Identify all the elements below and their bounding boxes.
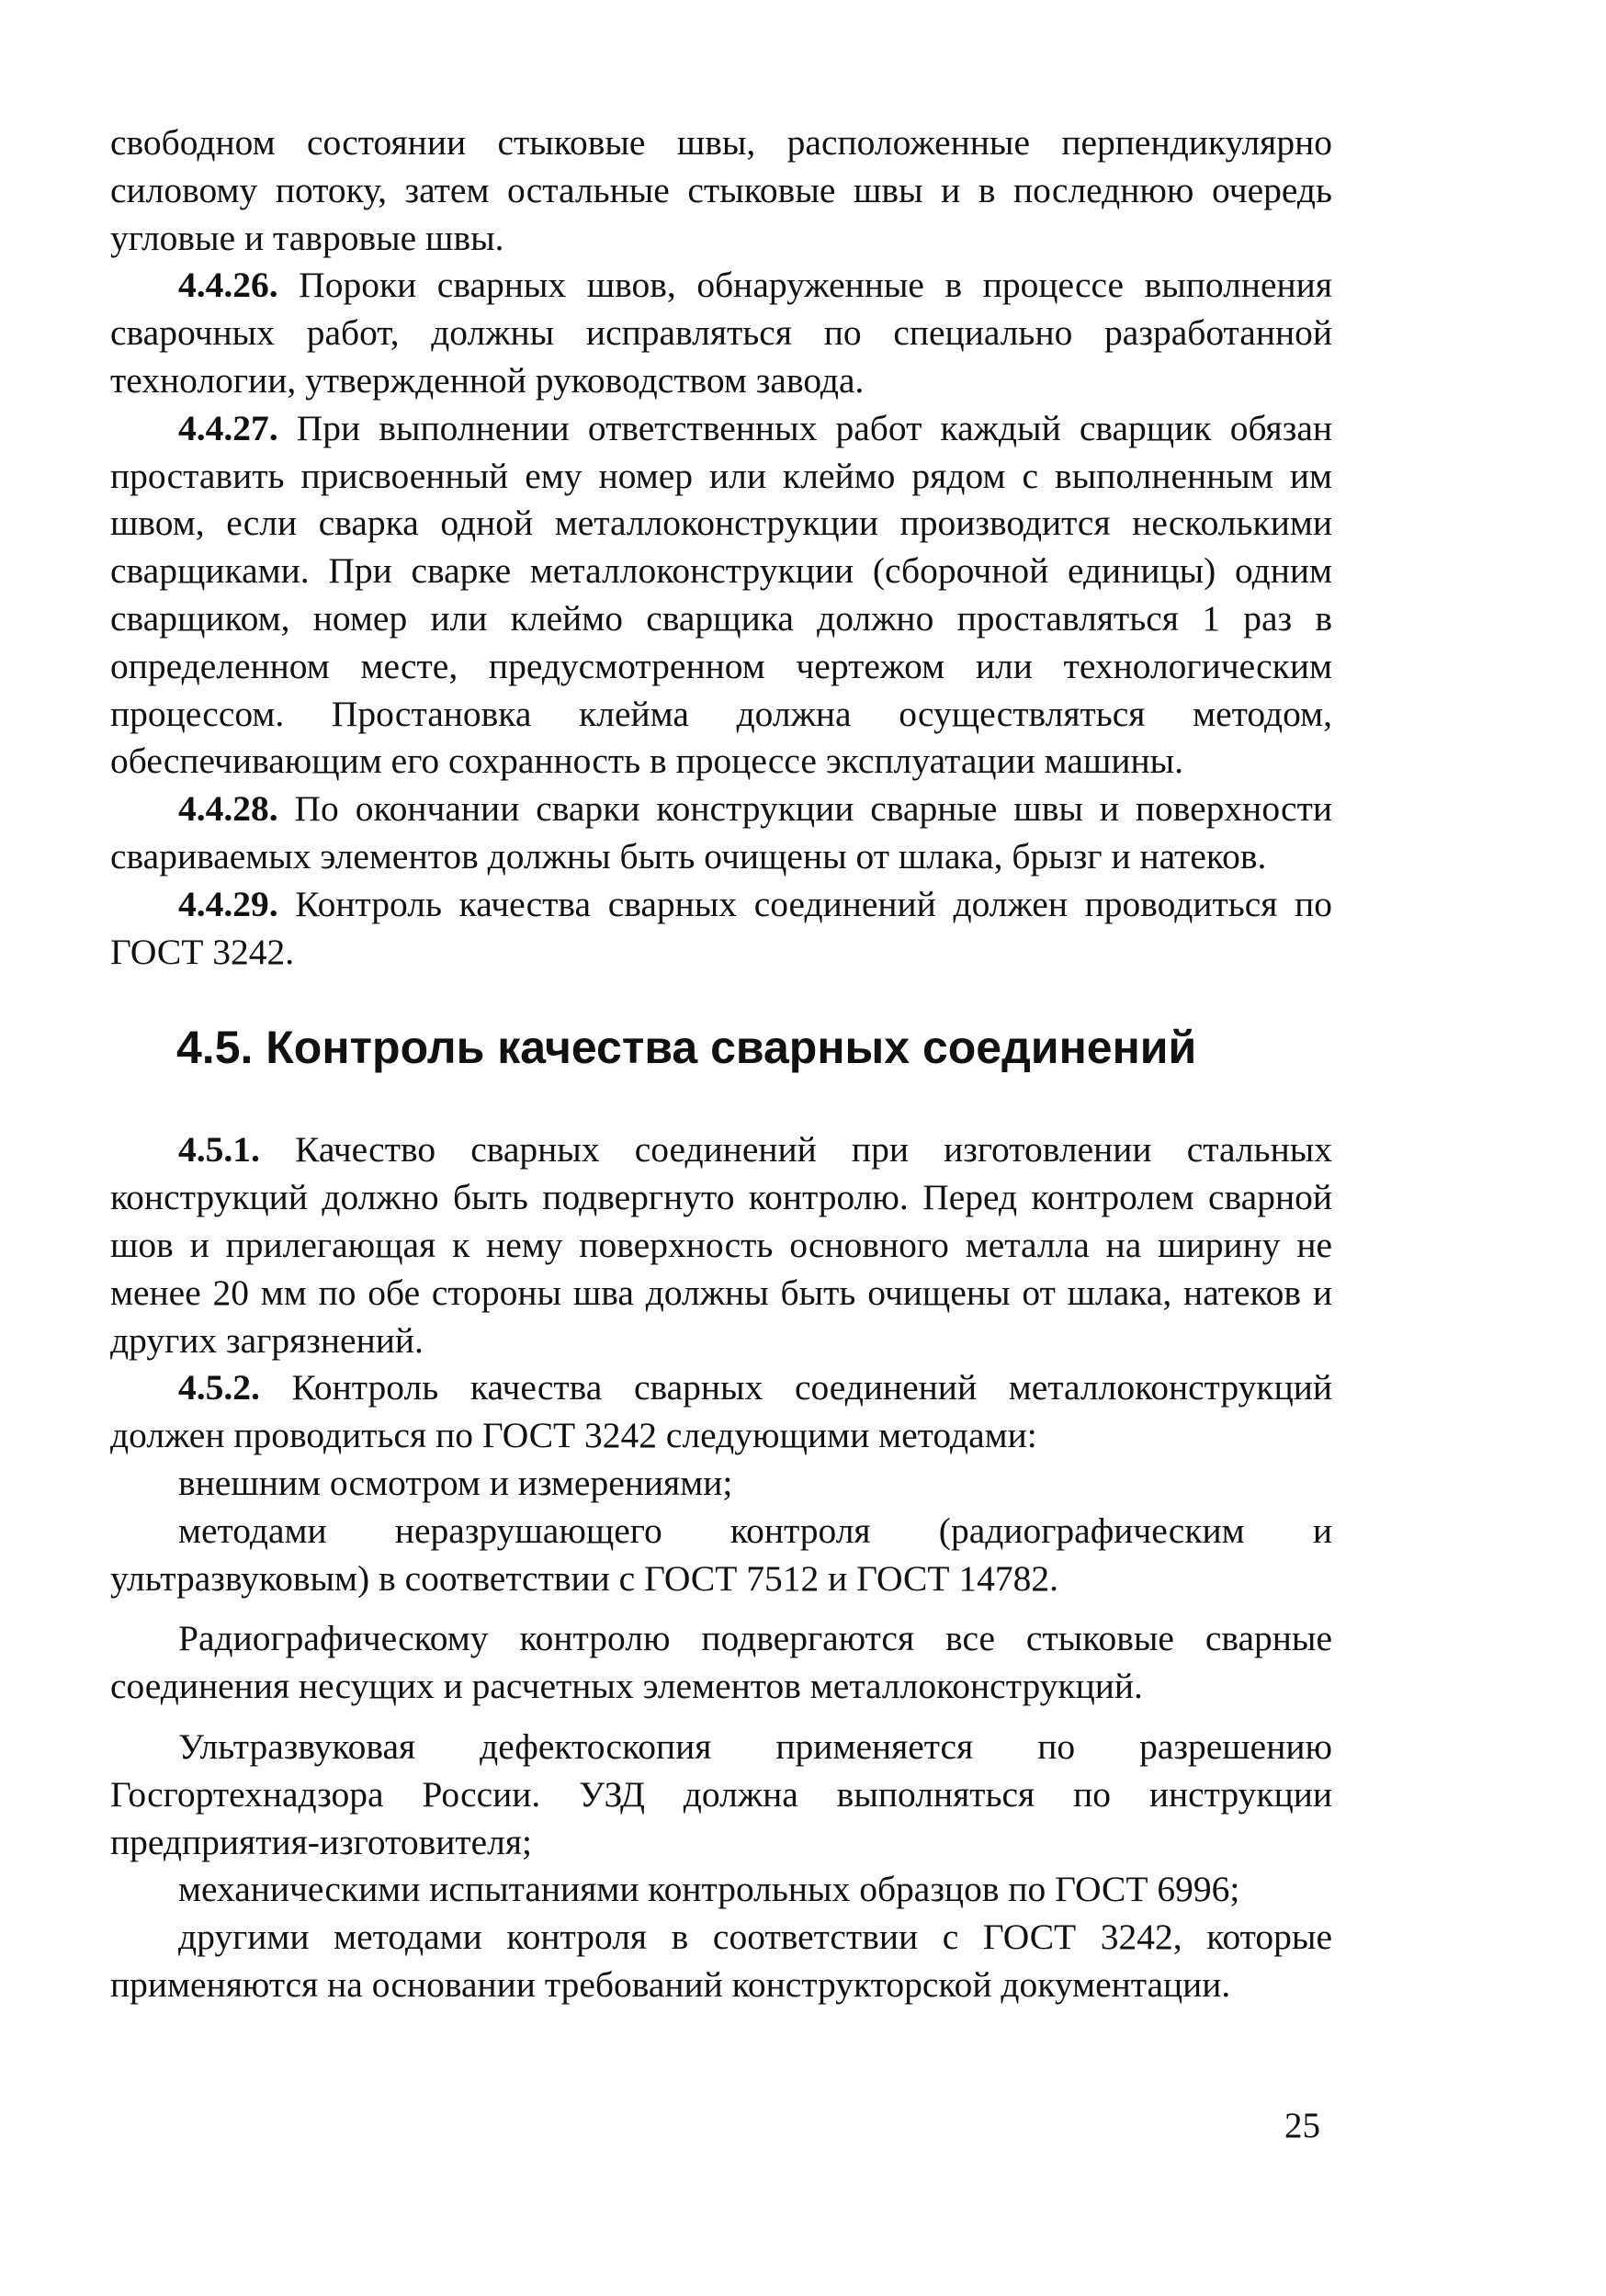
document-page [110,119,1332,2009]
clause-number: 4.5.2. [178,1367,260,1408]
paragraph-4-4-26 [110,262,1332,404]
paragraph-continuation [110,119,1332,262]
page-number: 25 [1284,2106,1320,2145]
paragraph-text: По окончании сварки конструкции сварные швы и поверхности свариваемых элементов должны быть очищены от шлака, брызг и натеков. [110,788,1332,877]
paragraph-text: Пороки сварных швов, обнаруженные в процессе выполнения сварочных работ, должны исправляться по специально разработанной технологии, утвержденной руководством завода. [110,265,1332,401]
clause-number: 4.4.29. [178,883,278,924]
paragraph-4-4-27 [110,405,1332,786]
clause-number: 4.5.1. [178,1129,260,1171]
section-heading: 4.5. Контроль качества сварных соединений [176,1022,1197,1074]
paragraph-text: Контроль качества сварных соединений должен проводиться по ГОСТ 3242. [110,883,1332,972]
clause-number: 4.4.28. [178,788,278,830]
method-item: другими методами контроля в соответствии с ГОСТ 3242, которые применяются на основании требований конструкторской документации. [110,1917,1332,2005]
paragraph-ultrasonic: Ультразвуковая дефектоскопия применяется по разрешению Госгортехнадзора России. УЗД должна выполняться по инструкции предприятия-изготовителя; [110,1725,1332,1862]
paragraph-4-5-1 [110,1126,1332,1364]
paragraph-4-4-29 [110,881,1332,977]
paragraph-radiographic: Радиографическому контролю подвергаются все стыковые сварные соединения несущих и расчетных элементов металлоконструкций. [110,1618,1332,1707]
paragraph-4-5-2 [110,1364,1332,1460]
paragraph-4-4-28 [110,786,1332,881]
paragraph-text: свободном состоянии стыковые швы, расположенные перпендикулярно силовому потоку, затем остальные стыковые швы и в последнюю очередь угловые и тавровые швы. [110,122,1332,258]
paragraph-text: При выполнении ответственных работ каждый сварщик обязан проставить присвоенный ему номер или клеймо рядом с выполненным им швом, если сварка одной металлоконструкции производится несколькими сварщиками. При сварке металлоконструкции (сборочной единицы) одним сварщиком, номер или клеймо сварщика должно проставляться 1 раз в определенном месте, предусмотренном чертежом или технологическим процессом. Простановка клейма должна осуществляться методом, обеспечивающим его сохранность в процессе эксплуатации машины. [110,407,1332,782]
method-item: механическими испытаниями контрольных образцов по ГОСТ 6996; [178,1869,1240,1910]
paragraph-text: Контроль качества сварных соединений металлоконструкций должен проводиться по ГОСТ 3242 следующими методами: [110,1367,1332,1456]
method-item: внешним осмотром и измерениями; [178,1462,733,1503]
clause-number: 4.4.26. [178,265,278,306]
clause-number: 4.4.27. [178,407,278,448]
method-item: методами неразрушающего контроля (радиографическим и ультразвуковым) в соответствии с ГОСТ 7512 и ГОСТ 14782. [110,1510,1332,1599]
paragraph-text: Качество сварных соединений при изготовлении стальных конструкций должно быть подвергнуто контролю. Перед контролем сварной шов и прилегающая к нему поверхность основного металла на ширину не менее 20 мм по обе стороны шва должны быть очищены от шлака, натеков и других загрязнений. [110,1129,1332,1361]
